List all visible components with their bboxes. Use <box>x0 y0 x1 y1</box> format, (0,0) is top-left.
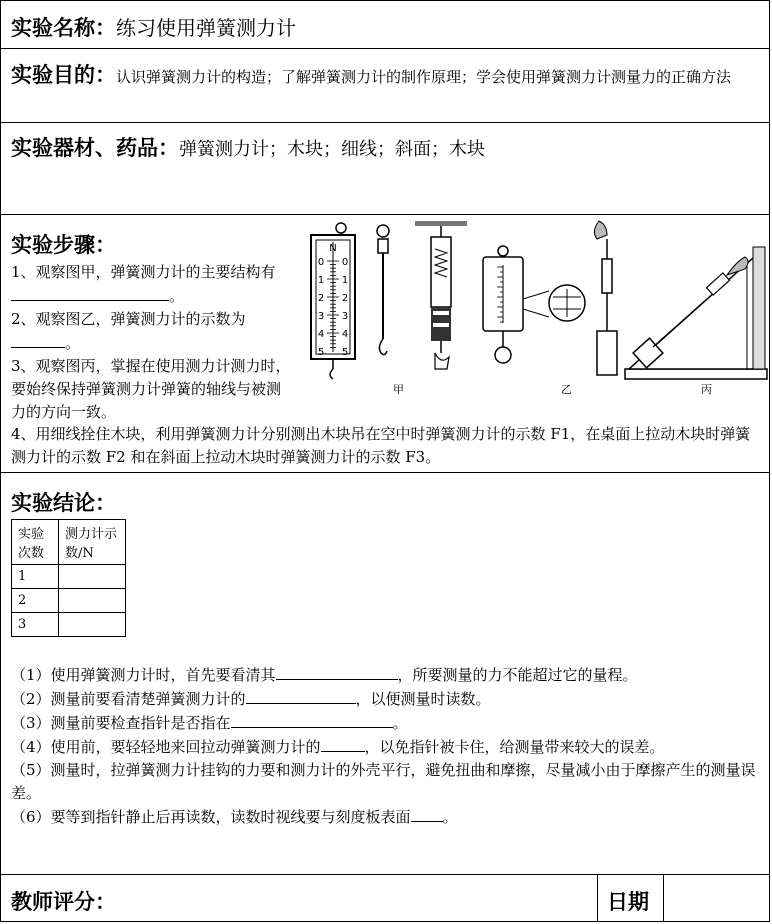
footer-row <box>1 875 769 921</box>
scale-number: 0 <box>341 257 349 268</box>
step1-end: 。 <box>169 287 185 305</box>
conclusion-row <box>1 473 769 875</box>
table-cell-trial: 3 <box>12 613 59 637</box>
steps-text-left <box>11 261 291 424</box>
question-6 <box>11 805 765 829</box>
date-label: 日期 <box>607 890 649 914</box>
scale-number: 5 <box>317 347 325 358</box>
table-row <box>12 589 126 613</box>
table-head-trial: 实验次数 <box>12 520 59 565</box>
figure-hanging-block <box>594 221 617 375</box>
table-row <box>12 565 126 589</box>
question-6-end: 。 <box>442 808 458 826</box>
conclusion-questions <box>11 663 765 829</box>
purpose-row <box>1 49 769 123</box>
step4-text: 4、用细线拴住木块，利用弹簧测力计分别测出木块吊在空中时弹簧测力计的示数 F1，在桌面上拉动木块时弹簧测力计的示数 F2 和在斜面上拉动木块时弹簧测力计的示数 F3。 <box>11 425 751 466</box>
question-1-blank[interactable] <box>276 663 398 680</box>
scale-number: 2 <box>341 293 349 304</box>
table-cell-trial: 2 <box>12 589 59 613</box>
figures-illustration <box>303 219 769 407</box>
scale-number: 4 <box>341 329 349 340</box>
question-3 <box>11 711 765 735</box>
scale-number: 5 <box>341 347 349 358</box>
steps-label: 实验步骤： <box>11 233 116 257</box>
materials-row <box>1 123 769 215</box>
scale-unit: N <box>329 243 337 254</box>
scale-number: 0 <box>317 257 325 268</box>
table-cell-reading[interactable] <box>59 589 126 613</box>
table-row <box>12 613 126 637</box>
conclusion-label: 实验结论： <box>11 491 116 515</box>
question-4-end: ，以免指针被卡住，给测量带来较大的误差。 <box>364 738 665 756</box>
materials-text: 弹簧测力计；木块；细线；斜面；木块 <box>179 139 485 160</box>
question-3-blank[interactable] <box>231 711 393 728</box>
name-label: 实验名称： <box>11 16 116 40</box>
figure-bing <box>625 247 767 379</box>
question-5: （5）测量时，拉弹簧测力计挂钩的力要和测力计的外壳平行，避免扭曲和摩擦，尽量减小由于摩擦产生的测量误差。 <box>11 761 756 802</box>
table-cell-reading[interactable] <box>59 613 126 637</box>
question-3-text: （3）测量前要检查指针是否指在 <box>11 714 231 732</box>
step1-blank[interactable] <box>11 284 169 301</box>
table-cell-trial: 1 <box>12 565 59 589</box>
question-1 <box>11 663 765 687</box>
question-2 <box>11 687 765 711</box>
footer-divider-2 <box>663 875 664 921</box>
step2-end: 。 <box>65 334 81 352</box>
name-row <box>1 1 769 49</box>
figure-yi <box>483 246 585 363</box>
question-2-blank[interactable] <box>246 687 356 704</box>
purpose-text: 认识弹簧测力计的构造；了解弹簧测力计的制作原理；学会使用弹簧测力计测量力的正确方法 <box>116 68 732 86</box>
step2-blank[interactable] <box>11 331 65 348</box>
figure-jia <box>311 223 355 379</box>
question-4-blank[interactable] <box>321 735 365 752</box>
question-2-text: （2）测量前要看清楚弹簧测力计的 <box>11 690 246 708</box>
step2-text: 2、观察图乙，弹簧测力计的示数为 <box>11 310 246 328</box>
scale-number: 4 <box>317 329 325 340</box>
scale-number: 1 <box>341 275 349 286</box>
footer-divider-1 <box>597 875 598 921</box>
figure-label-jia: 甲 <box>393 383 404 396</box>
step3-text: 3、观察图丙，掌握在使用测力计测力时，要始终保持弹簧测力计弹簧的轴线与被测力的方向一致。 <box>11 357 291 421</box>
question-6-blank[interactable] <box>411 805 443 822</box>
question-1-end: ，所要测量的力不能超过它的量程。 <box>397 666 638 684</box>
figure-tube-scale <box>415 221 467 369</box>
question-6-text: （6）要等到指针静止后再读数，读数时视线要与刻度板表面 <box>11 808 411 826</box>
figure-label-bing: 丙 <box>701 383 712 396</box>
question-3-end: 。 <box>392 714 408 732</box>
scale-number: 3 <box>317 311 325 322</box>
result-table <box>11 519 126 637</box>
scale-number: 2 <box>317 293 325 304</box>
question-4-text: （4）使用前，要轻轻地来回拉动弹簧测力计的 <box>11 738 321 756</box>
table-header-row <box>12 520 126 565</box>
step1-text: 1、观察图甲，弹簧测力计的主要结构有 <box>11 263 276 281</box>
name-value: 练习使用弹簧测力计 <box>116 16 296 40</box>
figure-label-yi: 乙 <box>561 383 572 396</box>
question-1-text: （1）使用弹簧测力计时，首先要看清其 <box>11 666 276 684</box>
purpose-label: 实验目的： <box>11 63 116 87</box>
scale-number: 1 <box>317 275 325 286</box>
question-4 <box>11 735 765 759</box>
question-2-end: ，以便测量时读数。 <box>355 690 491 708</box>
table-cell-reading[interactable] <box>59 565 126 589</box>
materials-label: 实验器材、药品： <box>11 136 179 160</box>
table-head-reading: 测力计示数/N <box>59 520 126 565</box>
steps-row <box>1 215 769 473</box>
teacher-score-label: 教师评分： <box>11 890 116 914</box>
figure-small-scale <box>377 225 389 355</box>
scale-number: 3 <box>341 311 349 322</box>
